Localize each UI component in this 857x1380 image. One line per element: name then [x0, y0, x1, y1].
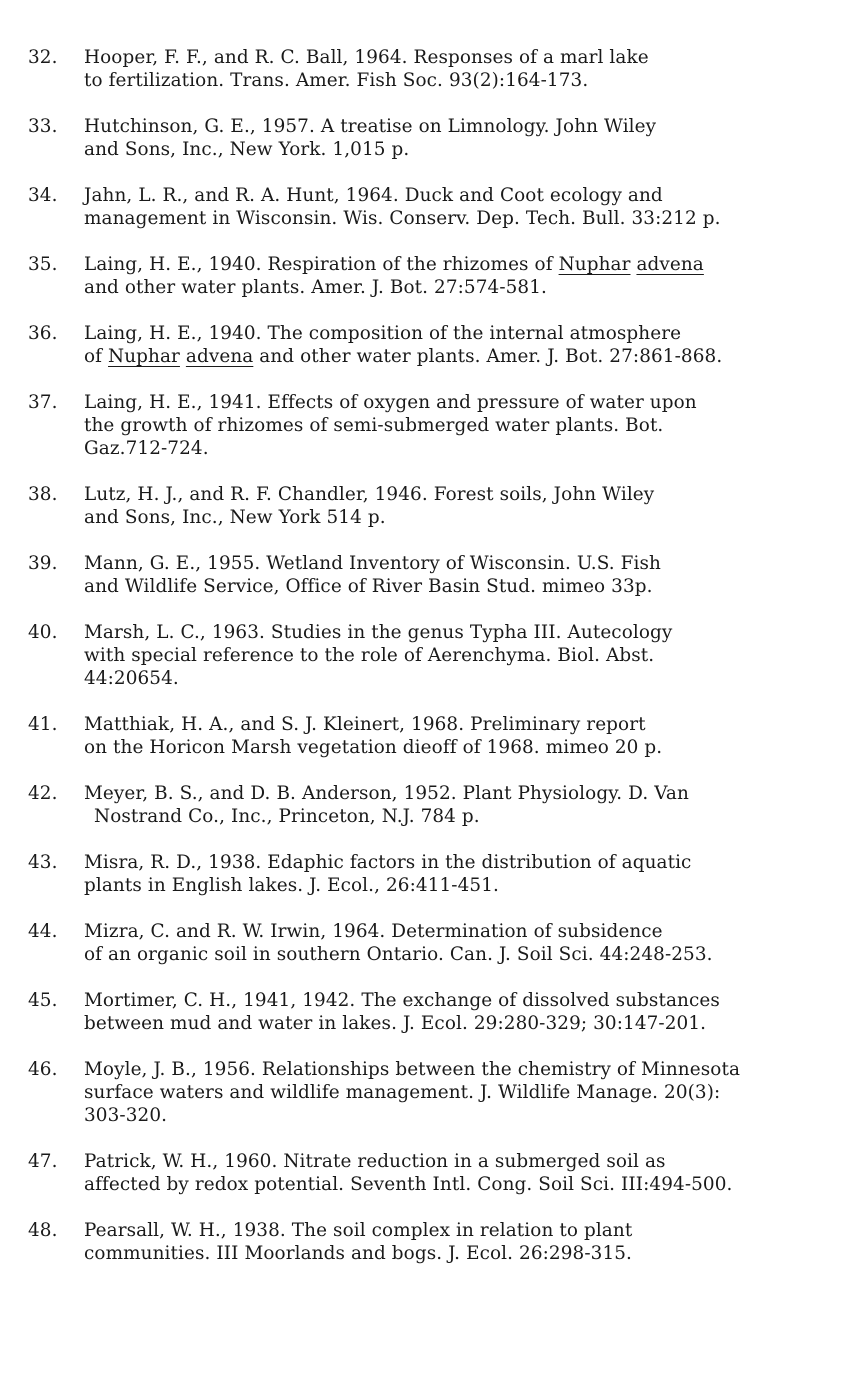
reference-line — [84, 322, 842, 345]
reference-text — [84, 1219, 842, 1265]
scientific-name: Nuphar — [108, 346, 180, 367]
reference-segment: communities. III Moorlands and bogs. J. Ecol. 26:298-315. — [84, 1243, 632, 1264]
reference-segment: Mortimer, C. H., 1941, 1942. The exchange of dissolved substances — [84, 990, 720, 1011]
scientific-name: Nuphar — [558, 254, 631, 275]
reference-line — [84, 345, 842, 368]
reference-number: 33. — [28, 116, 58, 137]
reference-entry — [22, 1058, 842, 1127]
reference-segment: Matthiak, H. A., and S. J. Kleinert, 1968. Preliminary report — [84, 714, 646, 735]
reference-segment: Gaz.712-724. — [84, 438, 209, 459]
reference-segment: Moyle, J. B., 1956. Relationships between the chemistry of Minnesota — [84, 1059, 741, 1080]
reference-line — [84, 782, 842, 805]
reference-segment: 44:20654. — [84, 668, 179, 689]
reference-line — [84, 920, 842, 943]
reference-segment: and other water plants. Amer. J. Bot. 27:574-581. — [84, 277, 547, 298]
reference-entry — [22, 782, 842, 828]
reference-line — [84, 138, 842, 161]
reference-entry — [22, 391, 842, 460]
reference-line — [84, 805, 842, 828]
reference-line — [84, 851, 842, 874]
reference-number: 37. — [28, 392, 58, 413]
reference-line — [84, 644, 842, 667]
reference-segment: and Sons, Inc., New York. 1,015 p. — [84, 139, 410, 160]
reference-segment: of an organic soil in southern Ontario. Can. J. Soil Sci. 44:248-253. — [84, 944, 713, 965]
reference-number: 36. — [28, 323, 58, 344]
reference-segment: affected by redox potential. Seventh Intl. Cong. Soil Sci. III:494-500. — [84, 1174, 733, 1195]
reference-entry — [22, 1219, 842, 1265]
reference-number: 39. — [28, 553, 58, 574]
reference-entry — [22, 46, 842, 92]
reference-line — [84, 1219, 842, 1242]
reference-number: 45. — [28, 990, 58, 1011]
reference-number: 40. — [28, 622, 58, 643]
reference-line — [84, 437, 842, 460]
reference-line — [84, 575, 842, 598]
reference-segment: on the Horicon Marsh vegetation dieoff of 1968. mimeo 20 p. — [84, 737, 663, 758]
reference-entry — [22, 322, 842, 368]
reference-entry — [22, 184, 842, 230]
reference-line — [84, 1012, 842, 1035]
reference-entry — [22, 713, 842, 759]
reference-line — [84, 46, 842, 69]
reference-line — [84, 1081, 842, 1104]
reference-segment: and Wildlife Service, Office of River Basin Stud. mimeo 33p. — [84, 576, 653, 597]
reference-text — [84, 989, 842, 1035]
reference-segment: Marsh, L. C., 1963. Studies in the genus Typha III. Autecology — [84, 622, 673, 643]
reference-segment: of — [84, 346, 109, 367]
reference-segment: and other water plants. Amer. J. Bot. 27:861-868. — [253, 346, 723, 367]
reference-entry — [22, 989, 842, 1035]
reference-line — [84, 943, 842, 966]
reference-text — [84, 1058, 842, 1127]
reference-line — [84, 506, 842, 529]
reference-segment: 303-320. — [84, 1105, 168, 1126]
reference-text — [84, 621, 842, 690]
reference-line — [84, 667, 842, 690]
reference-segment: Laing, H. E., 1941. Effects of oxygen and pressure of water upon — [84, 392, 697, 413]
reference-line — [84, 552, 842, 575]
reference-text — [84, 782, 842, 828]
reference-number: 41. — [28, 714, 58, 735]
reference-number: 38. — [28, 484, 58, 505]
reference-entry — [22, 1150, 842, 1196]
reference-text — [84, 46, 842, 92]
reference-line — [84, 1242, 842, 1265]
reference-segment: Laing, H. E., 1940. Respiration of the rhizomes of — [84, 254, 559, 275]
reference-number: 32. — [28, 47, 58, 68]
reference-text — [84, 322, 842, 368]
reference-entry — [22, 253, 842, 299]
reference-line — [84, 115, 842, 138]
reference-number: 44. — [28, 921, 58, 942]
reference-segment: management in Wisconsin. Wis. Conserv. Dep. Tech. Bull. 33:212 p. — [84, 208, 721, 229]
reference-text — [84, 713, 842, 759]
reference-number: 43. — [28, 852, 58, 873]
reference-line — [84, 1173, 842, 1196]
reference-line — [84, 621, 842, 644]
reference-segment: the growth of rhizomes of semi-submerged water plants. Bot. — [84, 415, 664, 436]
reference-segment: with special reference to the role of Aerenchyma. Biol. Abst. — [84, 645, 655, 666]
reference-segment: Patrick, W. H., 1960. Nitrate reduction in a submerged soil as — [84, 1151, 666, 1172]
reference-line — [84, 276, 842, 299]
reference-segment: between mud and water in lakes. J. Ecol. 29:280-329; 30:147-201. — [84, 1013, 707, 1034]
reference-segment: Nostrand Co., Inc., Princeton, N.J. 784 p. — [94, 806, 480, 827]
reference-line — [84, 184, 842, 207]
reference-entry — [22, 115, 842, 161]
reference-number: 46. — [28, 1059, 58, 1080]
reference-segment: Misra, R. D., 1938. Edaphic factors in the distribution of aquatic — [84, 852, 692, 873]
scientific-name: advena — [185, 346, 254, 367]
reference-entry — [22, 621, 842, 690]
reference-entry — [22, 851, 842, 897]
reference-line — [84, 1150, 842, 1173]
reference-text — [84, 115, 842, 161]
reference-line — [84, 483, 842, 506]
reference-text — [84, 253, 842, 299]
reference-segment: Laing, H. E., 1940. The composition of the internal atmosphere — [84, 323, 682, 344]
reference-segment: Pearsall, W. H., 1938. The soil complex in relation to plant — [84, 1220, 633, 1241]
reference-text — [84, 483, 842, 529]
reference-segment: Hooper, F. F., and R. C. Ball, 1964. Responses of a marl lake — [84, 47, 649, 68]
reference-text — [84, 184, 842, 230]
reference-entry — [22, 920, 842, 966]
reference-line — [84, 69, 842, 92]
reference-line — [84, 989, 842, 1012]
reference-line — [84, 736, 842, 759]
reference-segment: plants in English lakes. J. Ecol., 26:411-451. — [84, 875, 499, 896]
reference-line — [84, 713, 842, 736]
reference-text — [84, 552, 842, 598]
reference-text — [84, 920, 842, 966]
reference-entry — [22, 552, 842, 598]
reference-segment: Meyer, B. S., and D. B. Anderson, 1952. Plant Physiology. D. Van — [84, 783, 689, 804]
reference-line — [84, 253, 842, 276]
reference-line — [84, 1104, 842, 1127]
reference-segment: and Sons, Inc., New York 514 p. — [84, 507, 386, 528]
reference-segment: surface waters and wildlife management. J. Wildlife Manage. 20(3): — [84, 1082, 721, 1103]
reference-segment: to fertilization. Trans. Amer. Fish Soc. 93(2):164-173. — [84, 70, 589, 91]
reference-text — [84, 391, 842, 460]
reference-entry — [22, 483, 842, 529]
reference-text — [84, 851, 842, 897]
reference-line — [84, 207, 842, 230]
reference-number: 47. — [28, 1151, 58, 1172]
reference-line — [84, 391, 842, 414]
scientific-name: advena — [636, 254, 704, 275]
reference-segment: Mizra, C. and R. W. Irwin, 1964. Determination of subsidence — [84, 921, 663, 942]
reference-segment: Jahn, L. R., and R. A. Hunt, 1964. Duck and Coot ecology and — [84, 185, 663, 206]
reference-line — [84, 414, 842, 437]
reference-number: 34. — [28, 185, 58, 206]
reference-segment: Mann, G. E., 1955. Wetland Inventory of Wisconsin. U.S. Fish — [84, 553, 661, 574]
reference-segment: Lutz, H. J., and R. F. Chandler, 1946. Forest soils, John Wiley — [84, 484, 655, 505]
reference-number: 35. — [28, 254, 58, 275]
reference-line — [84, 1058, 842, 1081]
reference-text — [84, 1150, 842, 1196]
reference-number: 48. — [28, 1220, 58, 1241]
reference-list — [22, 46, 842, 1288]
reference-line — [84, 874, 842, 897]
reference-number: 42. — [28, 783, 58, 804]
reference-segment: Hutchinson, G. E., 1957. A treatise on Limnology. John Wiley — [84, 116, 657, 137]
